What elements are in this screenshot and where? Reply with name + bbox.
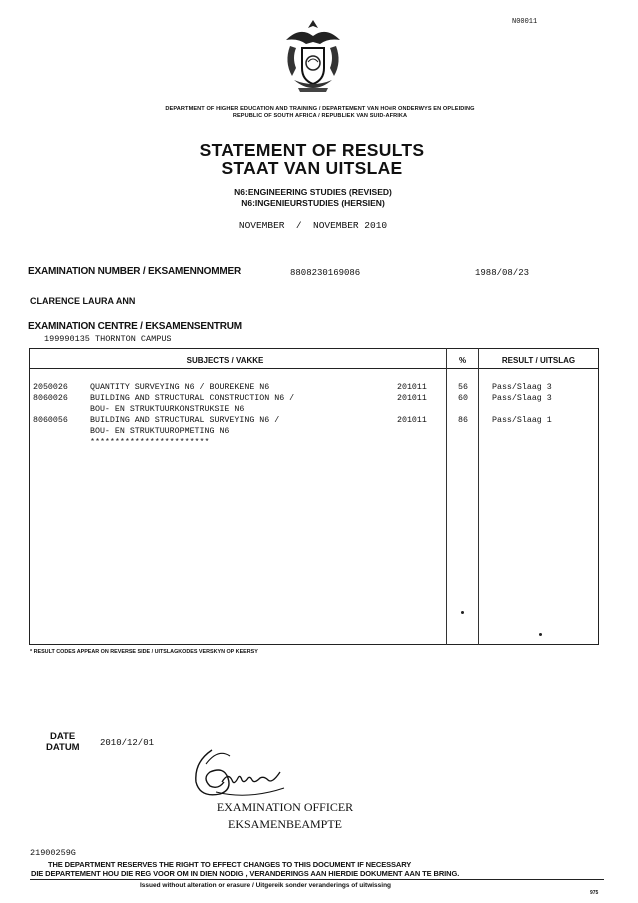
exam-number-label: EXAMINATION NUMBER / EKSAMENNOMMER <box>28 266 242 277</box>
exam-centre: 199990135 THORNTON CAMPUS <box>44 334 172 344</box>
disclaimer-divider <box>30 879 604 880</box>
subject-name-afrikaans: BOU- EN STRUKTUUROPMETING N6 <box>90 427 230 436</box>
date-label-afrikaans: DATUM <box>46 742 80 753</box>
subject-code: 2050026 <box>33 383 68 392</box>
exam-number: 8808230169086 <box>290 268 361 278</box>
disclaimer-afrikaans: DIE DEPARTEMENT HOU DIE REG VOOR OM IN DIEN NODIG , VERANDERINGS AAN HIERDIE DOKUMENT AAN TE BRING. <box>31 869 460 878</box>
exam-session: NOVEMBER / NOVEMBER 2010 <box>238 220 388 231</box>
subject-percent: 60 <box>458 394 468 403</box>
republic-line: REPUBLIC OF SOUTH AFRICA / REPUBLIEK VAN SUID-AFRIKA <box>232 113 408 119</box>
subject-result: Pass/Slaag 1 <box>492 416 552 425</box>
title-afrikaans: STAAT VAN UITSLAE <box>221 158 403 178</box>
department-line: DEPARTMENT OF HIGHER EDUCATION AND TRAINING / DEPARTEMENT VAN HOëR ONDERWYS EN OPLEIDING <box>165 106 475 112</box>
date-label <box>46 731 80 753</box>
subject-session: 201011 <box>397 383 427 392</box>
officer-title-english: EXAMINATION OFFICER <box>216 800 354 814</box>
result-column-dot <box>539 633 542 636</box>
subject-session: 201011 <box>397 394 427 403</box>
subject-result: Pass/Slaag 3 <box>492 383 552 392</box>
program-afrikaans: N6:INGENIEURSTUDIES (HERSIEN) <box>241 198 385 208</box>
subject-name: BUILDING AND STRUCTURAL CONSTRUCTION N6 / <box>90 394 295 403</box>
program-english: N6:ENGINEERING STUDIES (REVISED) <box>234 187 392 197</box>
subject-name-afrikaans: BOU- EN STRUKTUURKONSTRUKSIE N6 <box>90 405 245 414</box>
date-of-birth: 1988/08/23 <box>475 268 530 278</box>
column-divider-percent <box>446 348 447 645</box>
column-divider-result <box>478 348 479 645</box>
table-header-divider <box>29 368 599 369</box>
result-codes-footnote: * RESULT CODES APPEAR ON REVERSE SIDE / UITSLAGKODES VERSKYN OP KEERSY <box>30 649 258 655</box>
centre-label: EXAMINATION CENTRE / EKSAMENSENTRUM <box>28 321 242 332</box>
subject-percent: 56 <box>458 383 468 392</box>
coat-of-arms-icon <box>280 18 346 98</box>
disclaimer-english: THE DEPARTMENT RESERVES THE RIGHT TO EFFECT CHANGES TO THIS DOCUMENT IF NECESSARY <box>48 860 412 869</box>
header-percent: % <box>458 356 467 365</box>
date-label-english: DATE <box>50 731 76 742</box>
subject-percent: 86 <box>458 416 468 425</box>
document-number: N00011 <box>512 18 538 26</box>
subject-code: 8060026 <box>33 394 68 403</box>
candidate-name: CLARENCE LAURA ANN <box>30 296 136 306</box>
subject-session: 201011 <box>397 416 427 425</box>
page-code: 975 <box>590 890 599 896</box>
percent-column-dot <box>461 611 464 614</box>
header-result: RESULT / UITSLAG <box>501 356 576 365</box>
officer-title-afrikaans: EKSAMENBEAMPTE <box>227 817 342 831</box>
title-english: STATEMENT OF RESULTS <box>199 140 425 160</box>
subject-code: 8060056 <box>33 416 68 425</box>
issued-note: Issued without alteration or erasure / Uitgereik sonder veranderings of uitwissing <box>140 882 392 889</box>
subject-name: BUILDING AND STRUCTURAL SURVEYING N6 / <box>90 416 280 425</box>
document-reference: 21900259G <box>30 848 76 858</box>
subject-name: QUANTITY SURVEYING N6 / BOUREKENE N6 <box>90 383 270 392</box>
table-terminator: ************************ <box>90 438 210 447</box>
header-subjects: SUBJECTS / VAKKE <box>186 356 264 365</box>
issue-date: 2010/12/01 <box>100 738 155 748</box>
signature-icon <box>188 742 308 802</box>
subject-result: Pass/Slaag 3 <box>492 394 552 403</box>
